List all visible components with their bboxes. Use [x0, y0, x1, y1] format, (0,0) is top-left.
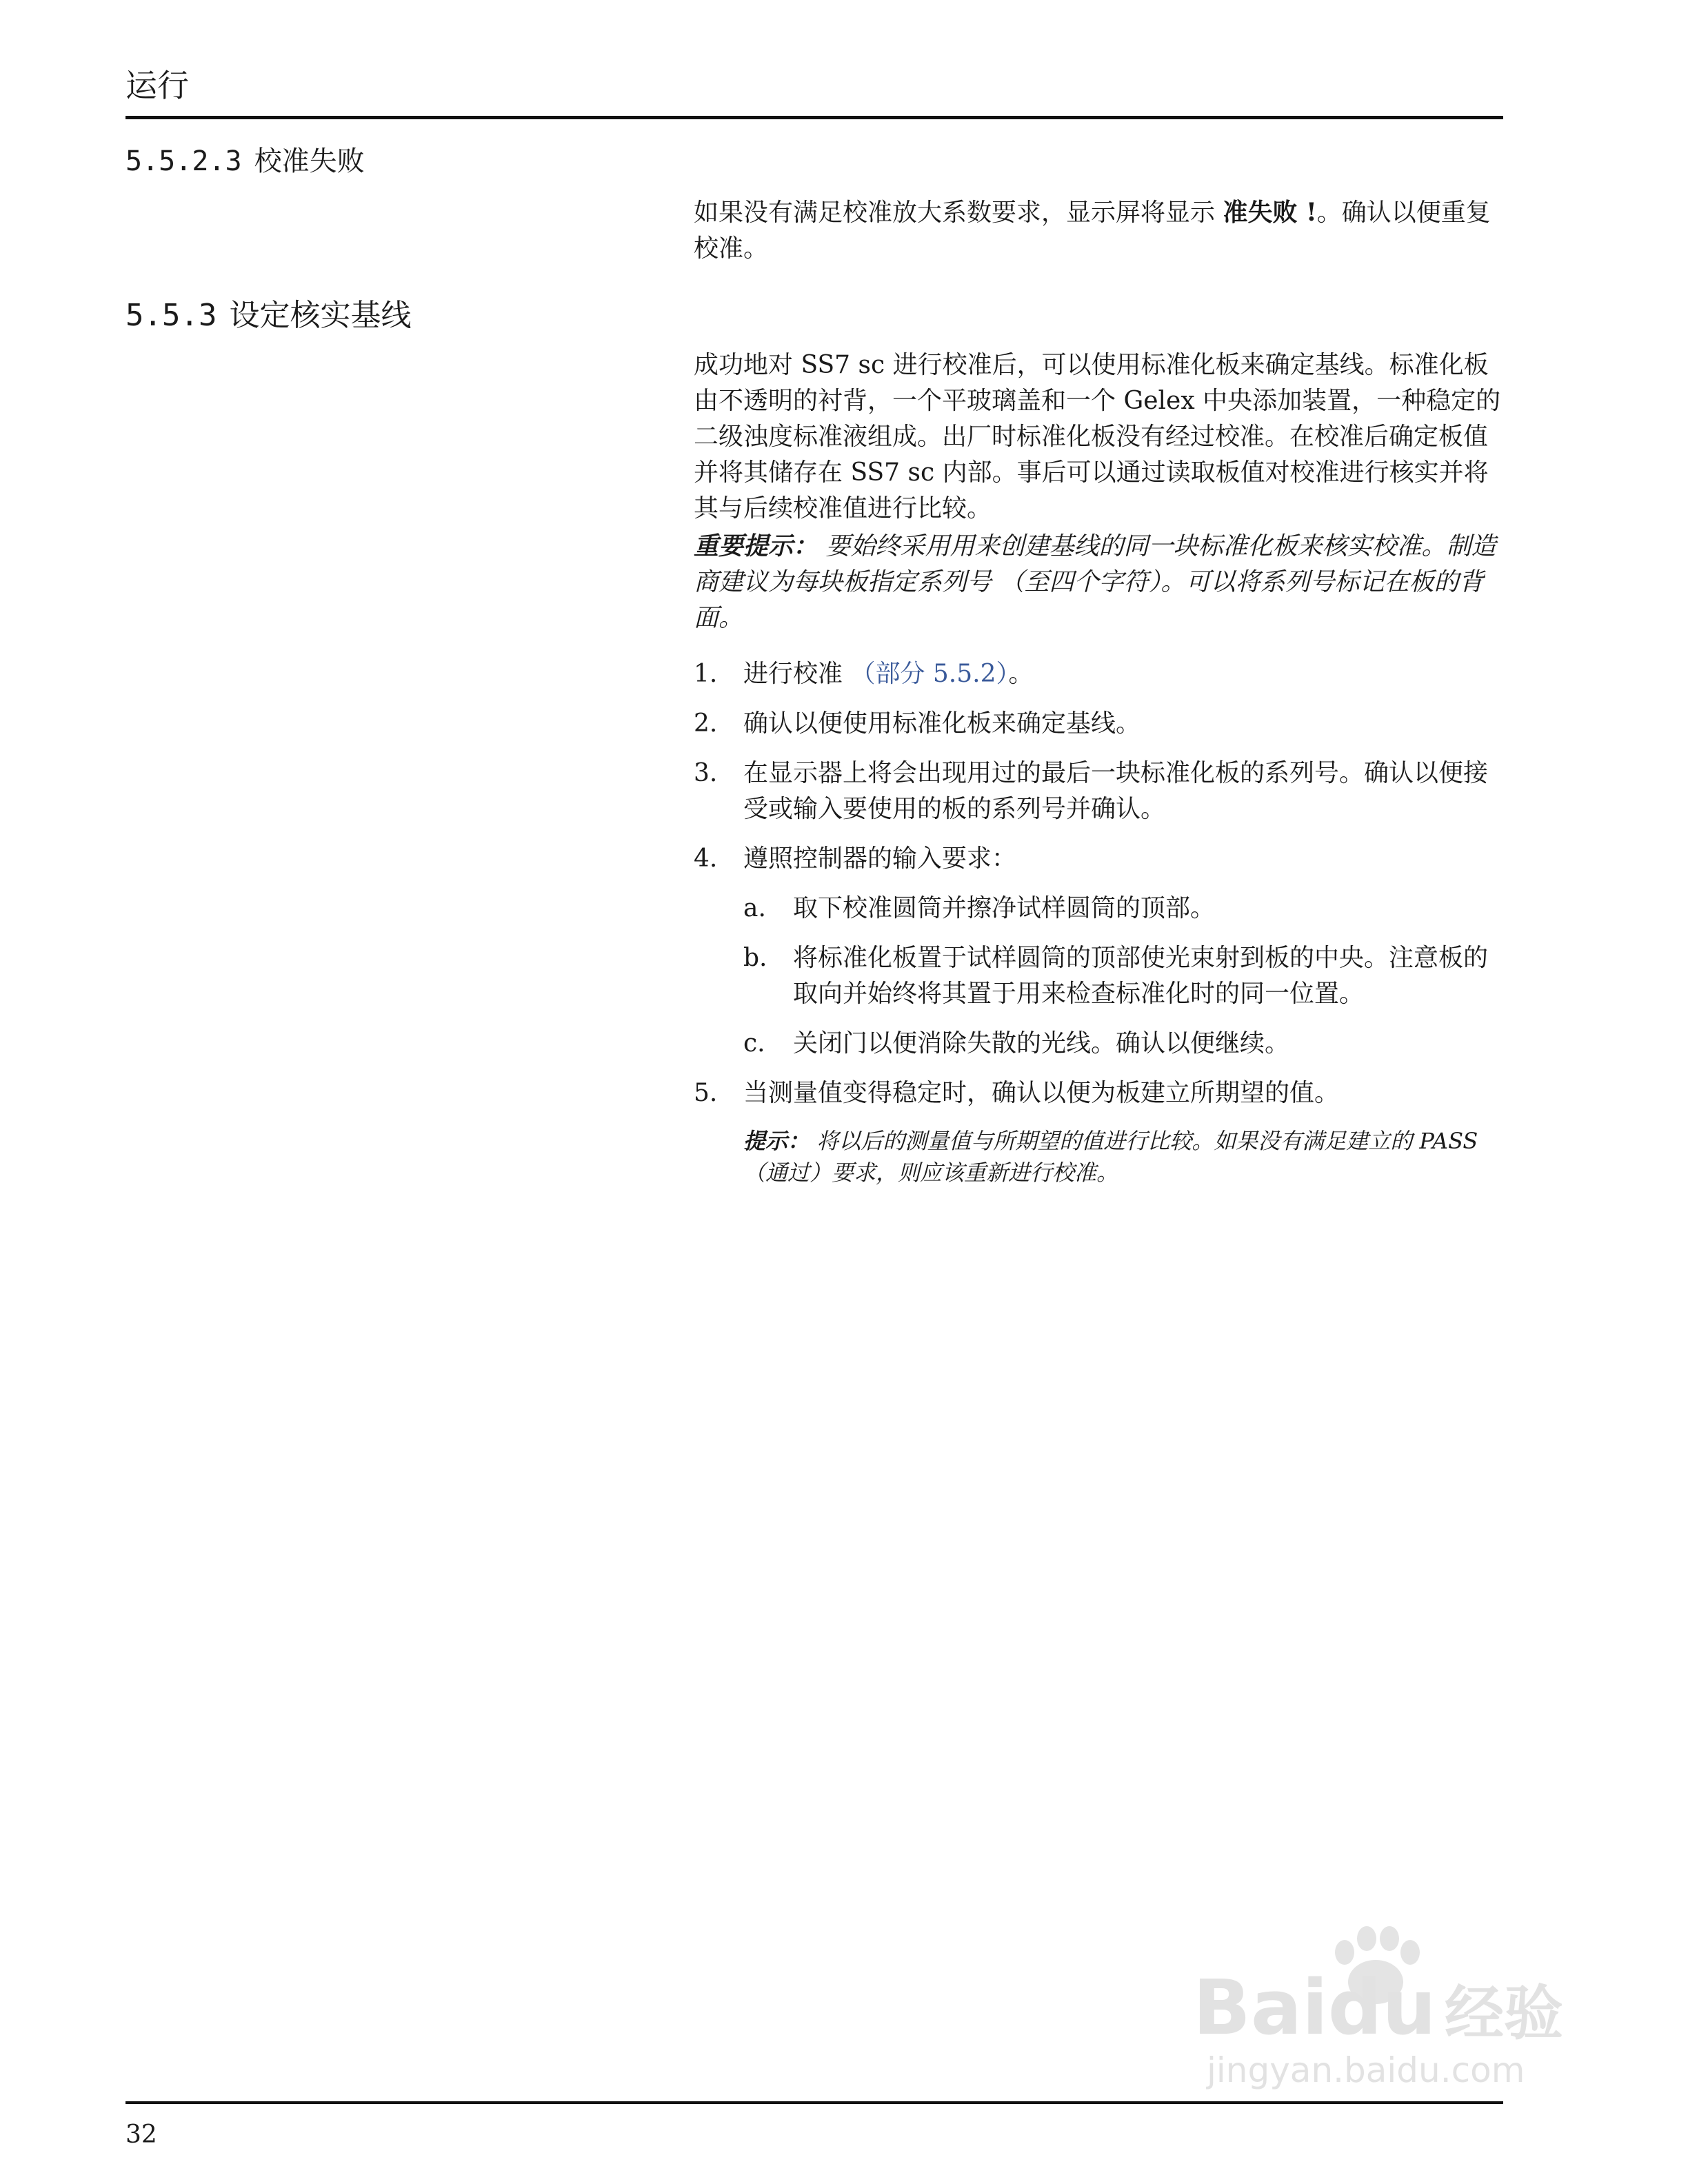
watermark-url: jingyan.baidu.com — [1207, 2050, 1525, 2090]
section-reference-link[interactable]: （部分 5.5.2） — [850, 660, 1009, 688]
section-heading-baseline — [125, 295, 411, 336]
section-number: 5.5.2.3 — [125, 145, 242, 177]
list-item: 4. 遵照控制器的输入要求： — [694, 845, 1017, 873]
procedure-steps — [694, 656, 1505, 1189]
section-number: 5.5.3 — [125, 298, 217, 333]
tip-label: 提示： — [743, 1128, 810, 1154]
watermark-suffix: 经验 — [1445, 1979, 1563, 2048]
footer-rule — [125, 2101, 1503, 2104]
page-number: 32 — [125, 2121, 157, 2149]
sub-list-item: c. 关闭门以便消除失散的光线。确认以便继续。 — [743, 1029, 1290, 1058]
tip-note: 提示： 将以后的测量值与所期望的值进行比较。如果没有满足建立的 PASS （通过）要求，则应该重新进行校准。 — [743, 1128, 1478, 1186]
list-item: 3. 在显示器上将会出现用过的最后一块标准化板的系列号。确认以便接受或输入要使用的板的系列号并确认。 — [694, 759, 1489, 823]
sub-list-item: a. 取下校准圆筒并擦净试样圆筒的顶部。 — [743, 894, 1216, 922]
important-note: 重要提示： 要始终采用用来创建基线的同一块标准化板来核实校准。制造商建议为每块板指定系列号 （至四个字符）。可以将系列号标记在板的背面。 — [694, 532, 1496, 632]
header-rule — [125, 116, 1503, 119]
section-heading-calibration-failure — [125, 142, 365, 181]
important-label: 重要提示： — [694, 532, 818, 560]
baseline-paragraph: 成功地对 SS7 sc 进行校准后，可以使用标准化板来确定基线。标准化板由不透明的衬背，一个平玻璃盖和一个 Gelex 中央添加装置，一种稳定的二级浊度标准液组成。出厂时标准化板没有经过校准。在校准后确定板值并将其储存在 SS7 sc 内部。事后可以通过读取板值对校准进行核实并将其与后续校准值进行比较。 — [694, 351, 1501, 523]
running-header: 运行 — [125, 67, 189, 104]
baidu-watermark — [1172, 1889, 1586, 2096]
sub-list-item: b. 将标准化板置于试样圆筒的顶部使光束射到板的中央。注意板的取向并始终将其置于用来检查标准化时的同一位置。 — [743, 944, 1489, 1008]
section-title: 设定核实基线 — [229, 298, 412, 333]
list-item: 2. 确认以便使用标准化板来确定基线。 — [694, 709, 1141, 738]
list-item: 5. 当测量值变得稳定时，确认以便为板建立所期望的值。 — [694, 1079, 1340, 1107]
calibration-failure-paragraph: 如果没有满足校准放大系数要求，显示屏将显示 准失败 !。确认以便重复校准。 — [694, 198, 1491, 263]
list-item: 1. 进行校准 （部分 5.5.2）。 — [694, 660, 1034, 688]
section-title: 校准失败 — [254, 145, 365, 177]
watermark-brand: Baidu — [1193, 1963, 1436, 2052]
display-message: 准失败 ! — [1223, 198, 1317, 227]
